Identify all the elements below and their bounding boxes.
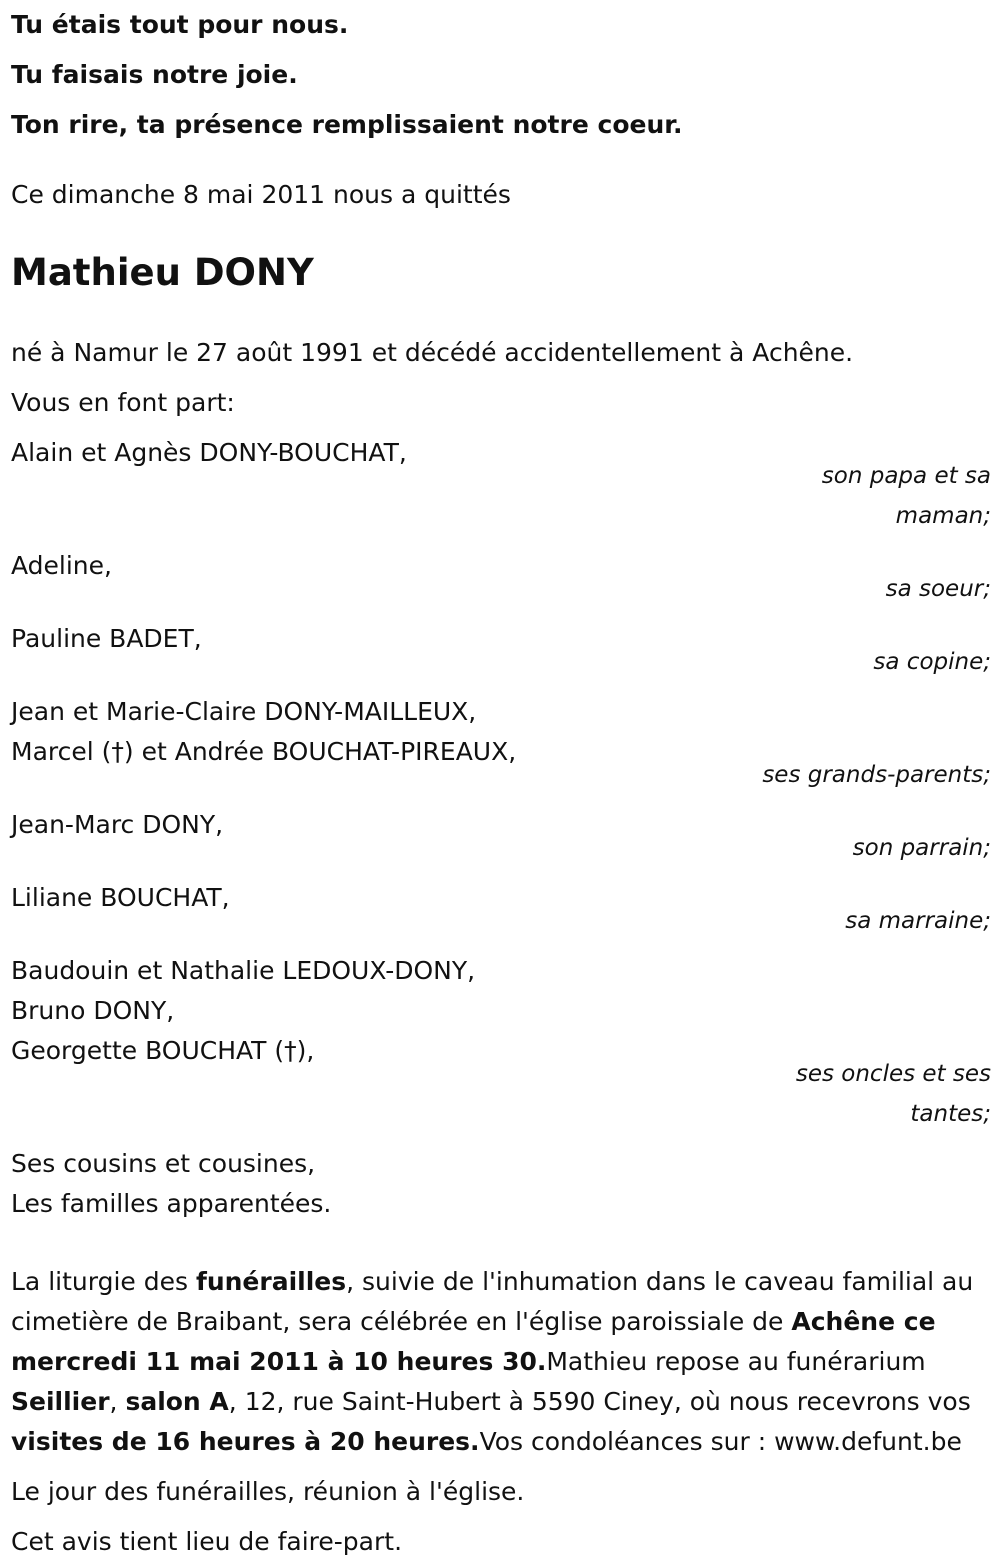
meeting-line: Le jour des funérailles, réunion à l'église. bbox=[11, 1477, 525, 1506]
family-relation: son parrain; bbox=[852, 835, 991, 861]
closing-line: Cet avis tient lieu de faire-part. bbox=[11, 1527, 403, 1556]
family-name: Liliane BOUCHAT, bbox=[11, 883, 230, 912]
family-relation: ses oncles et ses tantes; bbox=[795, 1061, 991, 1127]
obituary-notice bbox=[11, 5, 991, 1562]
family-name: Jean et Marie-Claire DONY-MAILLEUX, bbox=[11, 697, 477, 726]
poem-line-1: Tu étais tout pour nous. bbox=[11, 10, 349, 39]
family-relation: sa marraine; bbox=[845, 908, 991, 934]
family-relation: son papa et sa maman; bbox=[821, 463, 991, 529]
intro-text: Ce dimanche 8 mai 2011 nous a quittés bbox=[11, 180, 511, 209]
family-list bbox=[11, 433, 991, 1224]
family-name: Marcel (†) et Andrée BOUCHAT-PIREAUX, bbox=[11, 737, 517, 766]
poem-line-2: Tu faisais notre joie. bbox=[11, 60, 298, 89]
announce-line: Vous en font part: bbox=[11, 388, 235, 417]
funeral-details: La liturgie des funérailles, suivie de l'inhumation dans le caveau familial au cimetière de Braibant, sera célébrée en l'église paroissiale de Achêne ce mercredi 11 mai 2011 à 10 heures 30.Mathieu repose au funérarium Seillier, salon A, 12, rue Saint-Hubert à 5590 Ciney, où nous recevrons vos visites de 16 heures à 20 heures.Vos condoléances sur : www.defunt.be bbox=[11, 1267, 974, 1456]
deceased-name: Mathieu DONY bbox=[11, 251, 314, 294]
family-name: Pauline BADET, bbox=[11, 624, 202, 653]
family-relation: sa soeur; bbox=[885, 576, 991, 602]
other-relatives: Ses cousins et cousines, Les familles apparentées. bbox=[11, 1149, 332, 1218]
poem-line-3: Ton rire, ta présence remplissaient notre coeur. bbox=[11, 110, 683, 139]
family-relation: ses grands-parents; bbox=[762, 762, 991, 788]
family-name: Alain et Agnès DONY-BOUCHAT, bbox=[11, 438, 407, 467]
family-name: Georgette BOUCHAT (†), bbox=[11, 1036, 315, 1065]
birth-line: né à Namur le 27 août 1991 et décédé accidentellement à Achêne. bbox=[11, 338, 854, 367]
family-names bbox=[11, 951, 991, 1071]
family-name: Jean-Marc DONY, bbox=[11, 810, 224, 839]
family-name: Adeline, bbox=[11, 551, 112, 580]
family-name: Baudouin et Nathalie LEDOUX-DONY, bbox=[11, 956, 476, 985]
poem bbox=[11, 5, 991, 145]
family-name: Bruno DONY, bbox=[11, 996, 175, 1025]
family-relation: sa copine; bbox=[873, 649, 991, 675]
